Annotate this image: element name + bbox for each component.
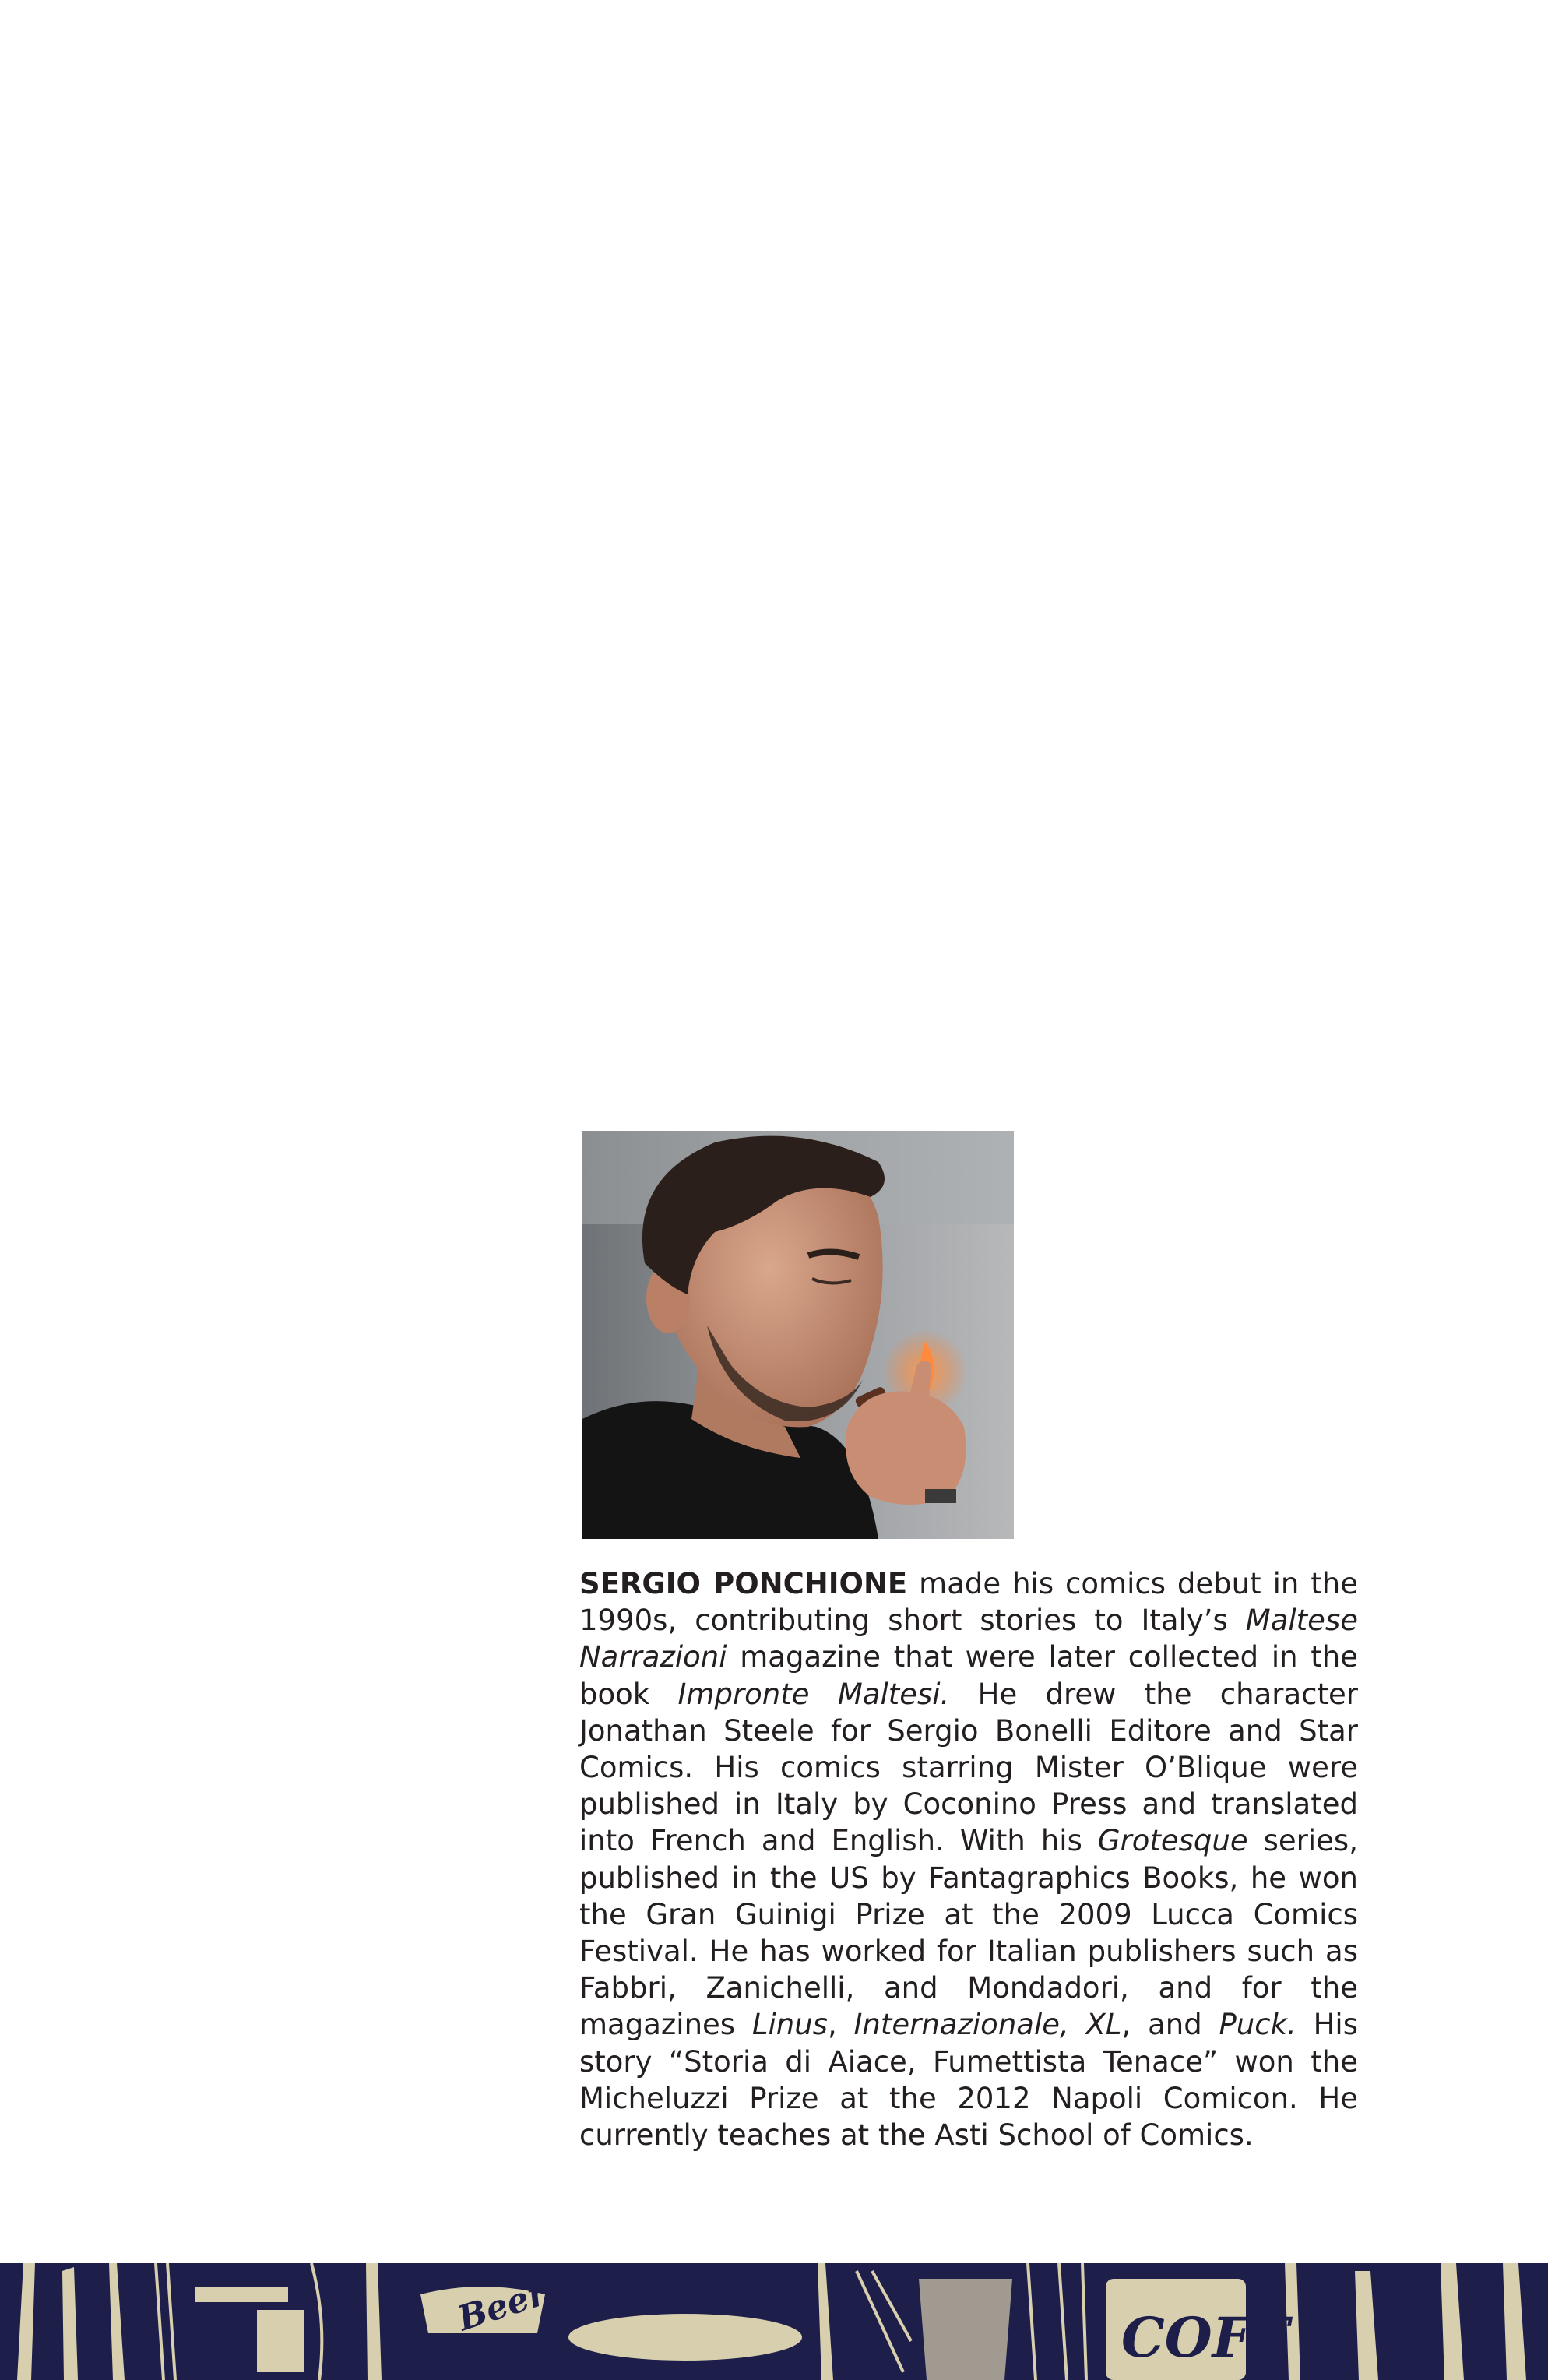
bio-title: Maltese Narrazioni [579, 1604, 1358, 1674]
coffee-sign: COFF [1121, 2305, 1290, 2370]
author-bio-paragraph [579, 1565, 1358, 2153]
bio-text: He drew the character Jonathan Steele for Sergio Bonelli Editore and Star Comics. His comics starring Mister O’Blique were published in Italy by Coconino Press and translated into French and English. With his [579, 1677, 1358, 1858]
bio-title: Internazionale, XL [853, 2008, 1122, 2042]
bio-text: made his comics debut in the 1990s, contributing short stories to Italy’s [579, 1567, 1358, 1638]
bio-title: Grotesque [1097, 1824, 1248, 1858]
bio-text: magazine that were later collected in the book [579, 1640, 1358, 1711]
bio-title: Impronte Maltesi. [677, 1677, 950, 1711]
bio-title: Puck. [1219, 2008, 1296, 2042]
bio-text: His story “Storia di Aiace, Fumettista Tenace” won the Micheluzzi Prize at the 2012 Napoli Comicon. He currently teaches at the Asti School of Comics. [579, 2008, 1358, 2153]
bio-title: Linus [751, 2008, 828, 2042]
author-photo [582, 1131, 1014, 1539]
bio-text: , and [1121, 2008, 1219, 2042]
author-bio [579, 1565, 1358, 2153]
author-portrait-illustration [582, 1131, 1014, 1539]
footer-illustration-band [0, 2263, 1548, 2380]
cafe-woodcut-illustration [0, 2263, 1548, 2380]
bio-text: series, published in the US by Fantagraphics Books, he won the Gran Guinigi Prize at the 2009 Lucca Comics Festival. He has worked for Italian publishers such as Fabbri, Zanichelli, and Mondadori, and for the magazines [579, 1824, 1358, 2042]
beer-sign: Beer [452, 2273, 552, 2340]
author-name: SERGIO PONCHIONE [579, 1567, 908, 1600]
bio-text: , [827, 2008, 854, 2042]
